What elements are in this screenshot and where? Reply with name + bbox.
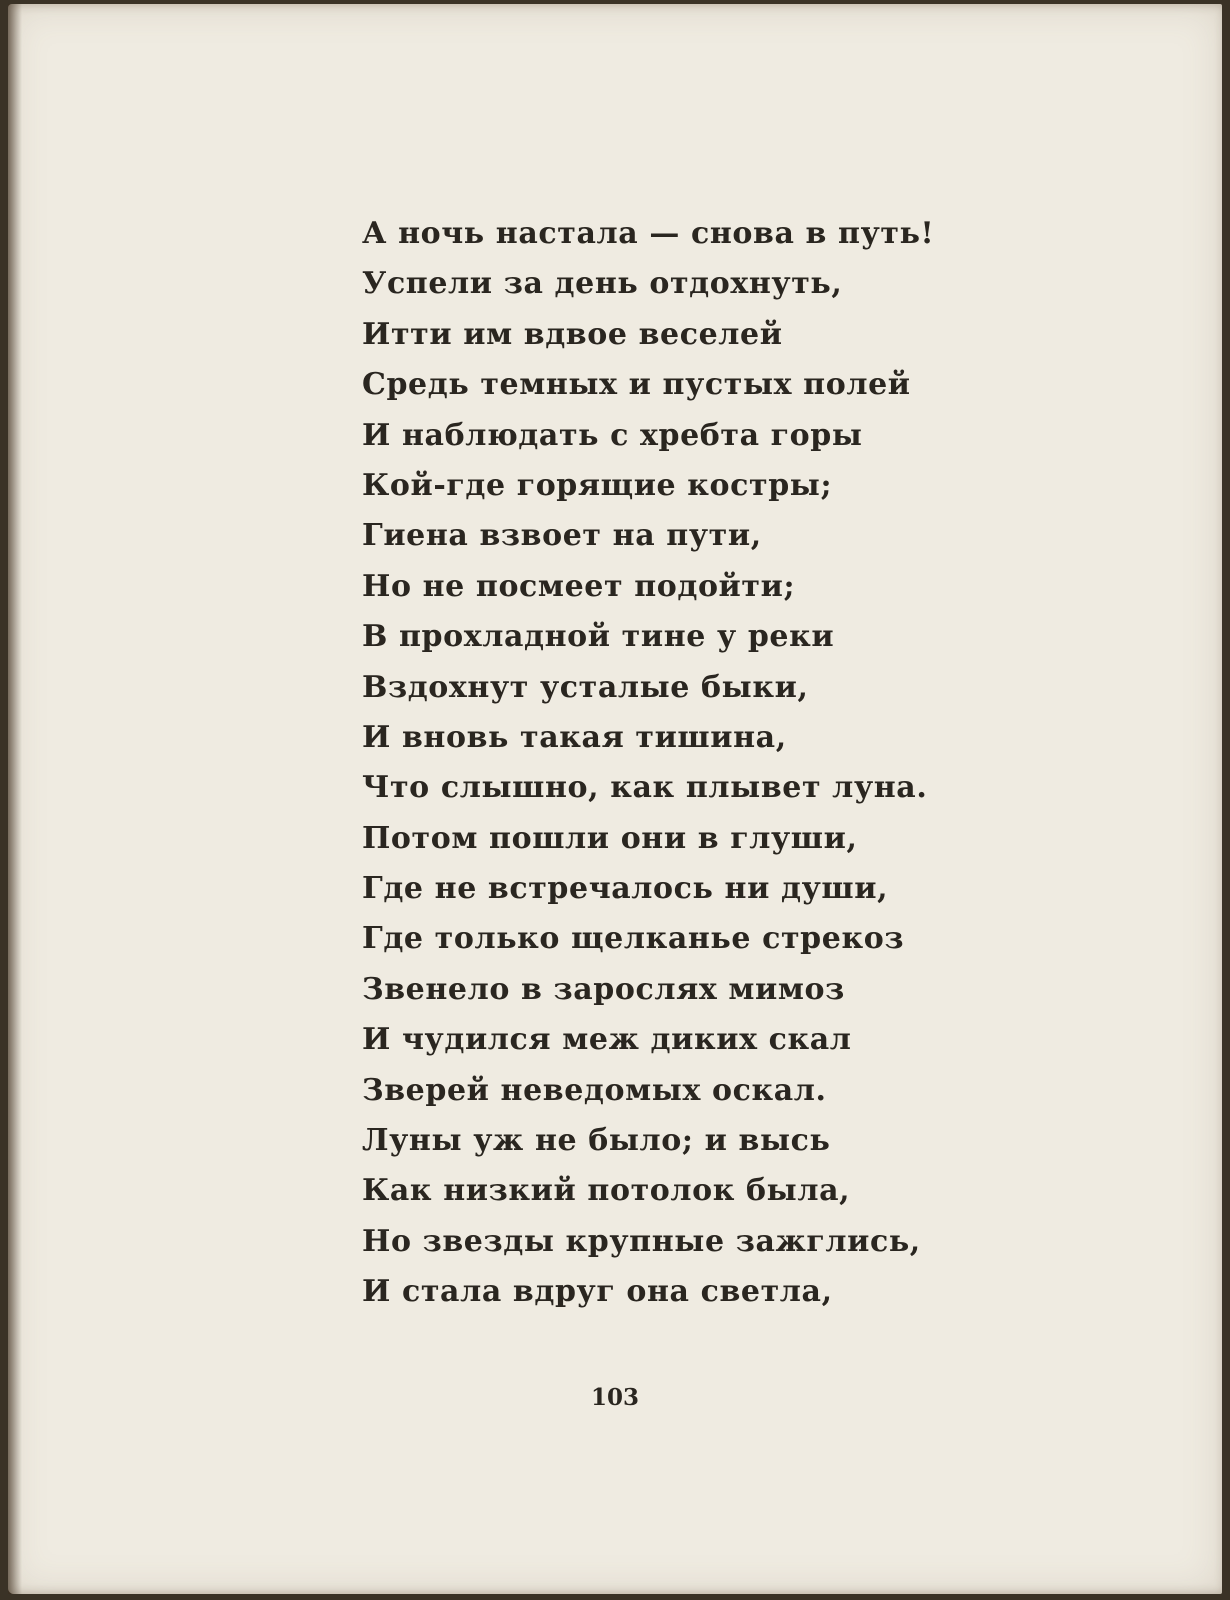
poem-line: Луны уж не было; и высь (362, 1123, 831, 1159)
poem-line: Но не посмеет подойти; (362, 568, 796, 604)
poem-line: Вздохнут усталые быки, (362, 669, 809, 705)
poem-line: Потом пошли они в глуши, (362, 820, 858, 856)
page-number: 103 (590, 1384, 639, 1411)
poem-line: Где только щелканье стрекоз (362, 921, 905, 957)
poem-line: И вновь такая тишина, (362, 719, 787, 755)
book-page (8, 4, 1222, 1594)
poem-line: Где не встречалось ни души, (362, 871, 889, 907)
poem-line: И стала вдруг она светла, (362, 1274, 833, 1310)
poem-line: Но звезды крупные зажглись, (362, 1223, 921, 1259)
poem-text (362, 209, 934, 1318)
poem-line: Кой-где горящие костры; (362, 467, 833, 503)
poem-line: Что слышно, как плывет луна. (362, 770, 928, 806)
poem-line: И чудился меж диких скал (362, 1022, 852, 1058)
poem-line: Гиена взвоет на пути, (362, 518, 762, 554)
poem-line: Средь темных и пустых полей (362, 367, 911, 403)
poem-line: Звенело в зарослях мимоз (362, 971, 845, 1007)
poem-line: Как низкий потолок была, (362, 1173, 851, 1209)
page-gutter-shadow (8, 4, 22, 1594)
poem-line: Итти им вдвое веселей (362, 316, 783, 352)
poem-line: В прохладной тине у реки (362, 619, 835, 655)
poem-line: Успели за день отдохнуть, (362, 266, 843, 302)
poem-line: Зверей неведомых оскал. (362, 1072, 827, 1108)
poem-line: А ночь настала — снова в путь! (362, 216, 935, 251)
poem-line: И наблюдать с хребта горы (362, 417, 863, 453)
